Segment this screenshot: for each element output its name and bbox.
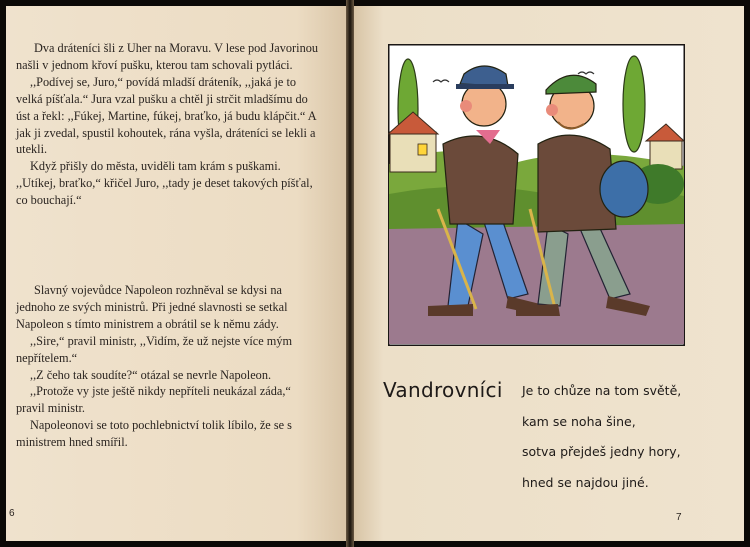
wanderers-illustration bbox=[388, 44, 685, 346]
story-napoleon bbox=[16, 282, 322, 451]
story-paragraph: Dva dráteníci šli z Uher na Moravu. V lese pod Javorinou našli v jednom křoví pušku, kterou tam schovali pytláci. bbox=[16, 41, 319, 72]
poem-line: sotva přejdeš jedny hory, bbox=[522, 444, 681, 459]
page-number-left: 6 bbox=[9, 508, 15, 519]
story-paragraph: Napoleonovi se toto pochlebnictví tolik líbilo, že se s ministrem hned smířil. bbox=[16, 418, 292, 450]
story-paragraph: Slavný vojevůdce Napoleon rozhněval se kdysi na jednoho ze svých ministrů. Při jedné slavnosti se setkal Napoleon s tímto ministrem a obrátil se k němu zády. bbox=[16, 283, 288, 331]
page-number-right: 7 bbox=[676, 512, 682, 523]
poem-title: Vandrovníci bbox=[383, 378, 503, 402]
story-paragraph: ,,Sire,“ pravil ministr, ,,Vidím, že už nejste více mým nepřítelem.“ bbox=[16, 333, 293, 365]
story-tinkers bbox=[16, 40, 322, 209]
poem-line: kam se noha šine, bbox=[522, 413, 636, 429]
story-paragraph: ,,Z čeho tak soudíte?“ otázal se nevrle Napoleon. bbox=[30, 367, 272, 382]
story-paragraph: Když přišly do města, uviděli tam krám s puškami. ,,Utíkej, braťko,“ křičel Juro, ,,tady je deset takových píšťal, co bouchají.“ bbox=[16, 159, 313, 208]
poem bbox=[522, 383, 681, 505]
story-paragraph: ,,Protože vy jste ještě nikdy nepříteli neukázal záda,“ pravil ministr. bbox=[16, 384, 291, 416]
poem-line: hned se najdou jiné. bbox=[522, 474, 649, 490]
poem-line: Je to chůze na tom světě, bbox=[522, 383, 682, 398]
story-paragraph: ,,Podívej se, Juro,“ povídá mladší dráteník, ,,jaká je to velká píšťala.“ Jura vzal pušku a chtěl ji strčit mladšímu do úst a řekl: ,,Fúkej, Martine, fúkej, braťko, já budu klápčit.“ A jak ji zvedal, spustil kohoutek, rána vyšla, dráteníci se lekli a utekli. bbox=[16, 74, 316, 157]
book-gutter bbox=[346, 0, 354, 547]
